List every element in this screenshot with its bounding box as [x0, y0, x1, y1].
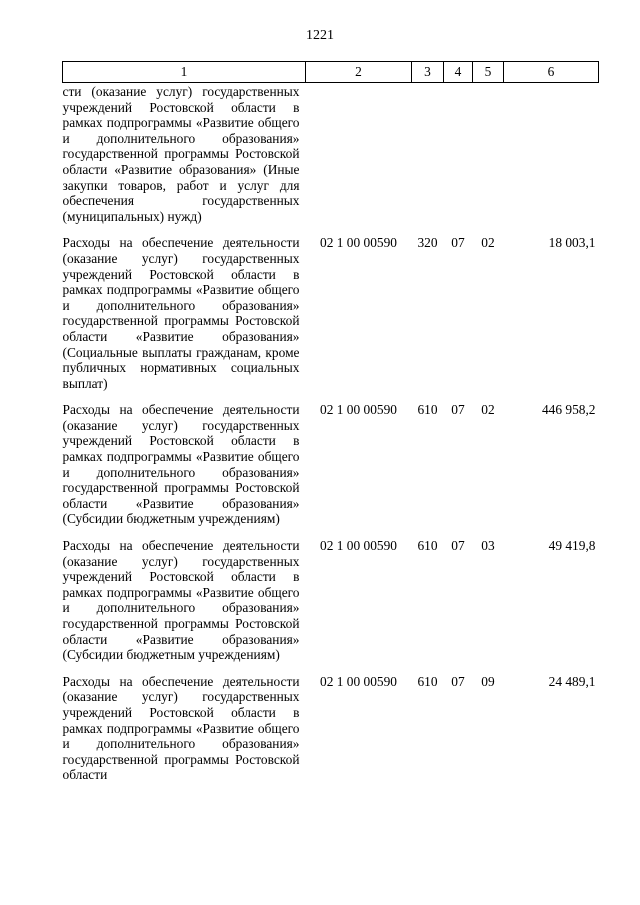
row-target-code: 02 1 00 00590	[320, 402, 397, 418]
row-amount: 446 958,2	[541, 402, 596, 418]
header-col-5: 5	[473, 62, 504, 83]
row-description: Расходы на обеспечение деятельности (оказание услуг) государственных учреждений Ростовской области в рамках подпрограммы «Развитие общего и дополнительного образования» государственной программы Ростовской области «Развитие образования» (Социальные выплаты гражданам, кроме публичных нормативных социальных выплат)	[62, 235, 300, 391]
row-subsection: 03	[481, 538, 495, 554]
row-expense-type: 610	[417, 402, 438, 418]
row-amount: 18 003,1	[548, 235, 596, 251]
row-section: 07	[451, 673, 465, 689]
row-description: Расходы на обеспечение деятельности (оказание услуг) государственных учреждений Ростовской области в рамках подпрограммы «Развитие общего и дополнительного образования» государственной программы Ростовской области	[62, 673, 300, 783]
row-expense-type: 610	[417, 538, 438, 554]
row-target-code	[306, 83, 412, 236]
row-target-code: 02 1 00 00590	[320, 235, 397, 251]
table-row	[63, 83, 599, 236]
table-row	[63, 235, 599, 402]
row-amount	[504, 83, 599, 236]
table-row	[63, 402, 599, 538]
row-description: Расходы на обеспечение деятельности (оказание услуг) государственных учреждений Ростовской области в рамках подпрограммы «Развитие общего и дополнительного образования» государственной программы Ростовской области «Развитие образования» (Субсидии бюджетным учреждениям)	[62, 538, 300, 663]
row-subsection: 09	[481, 673, 495, 689]
row-section	[444, 83, 473, 236]
budget-table	[62, 61, 599, 794]
table-row	[63, 538, 599, 674]
row-expense-type	[412, 83, 444, 236]
row-target-code: 02 1 00 00590	[320, 538, 397, 554]
row-section: 07	[451, 235, 465, 251]
row-description: сти (оказание услуг) государственных учреждений Ростовской области в рамках подпрограммы «Развитие общего и дополнительного образования» государственной программы Ростовской области «Развитие образования» (Иные закупки товаров, работ и услуг для обеспечения государственных (муниципальных) нужд)	[62, 84, 300, 224]
row-section: 07	[451, 538, 465, 554]
row-expense-type: 320	[417, 235, 438, 251]
header-col-4: 4	[444, 62, 473, 83]
row-subsection: 02	[481, 402, 495, 418]
row-expense-type: 610	[417, 673, 438, 689]
row-subsection	[473, 83, 504, 236]
row-subsection: 02	[481, 235, 495, 251]
row-amount: 49 419,8	[548, 538, 596, 554]
header-col-2: 2	[306, 62, 412, 83]
header-col-3: 3	[412, 62, 444, 83]
header-col-1: 1	[63, 62, 306, 83]
table-row	[63, 674, 599, 794]
header-col-6: 6	[504, 62, 599, 83]
row-amount: 24 489,1	[548, 673, 596, 689]
page-number: 1221	[306, 28, 334, 43]
row-description: Расходы на обеспечение деятельности (оказание услуг) государственных учреждений Ростовской области в рамках подпрограммы «Развитие общего и дополнительного образования» государственной программы Ростовской области «Развитие образования» (Субсидии бюджетным учреждениям)	[62, 402, 300, 527]
row-section: 07	[451, 402, 465, 418]
header-row	[63, 62, 599, 83]
row-target-code: 02 1 00 00590	[320, 673, 397, 689]
